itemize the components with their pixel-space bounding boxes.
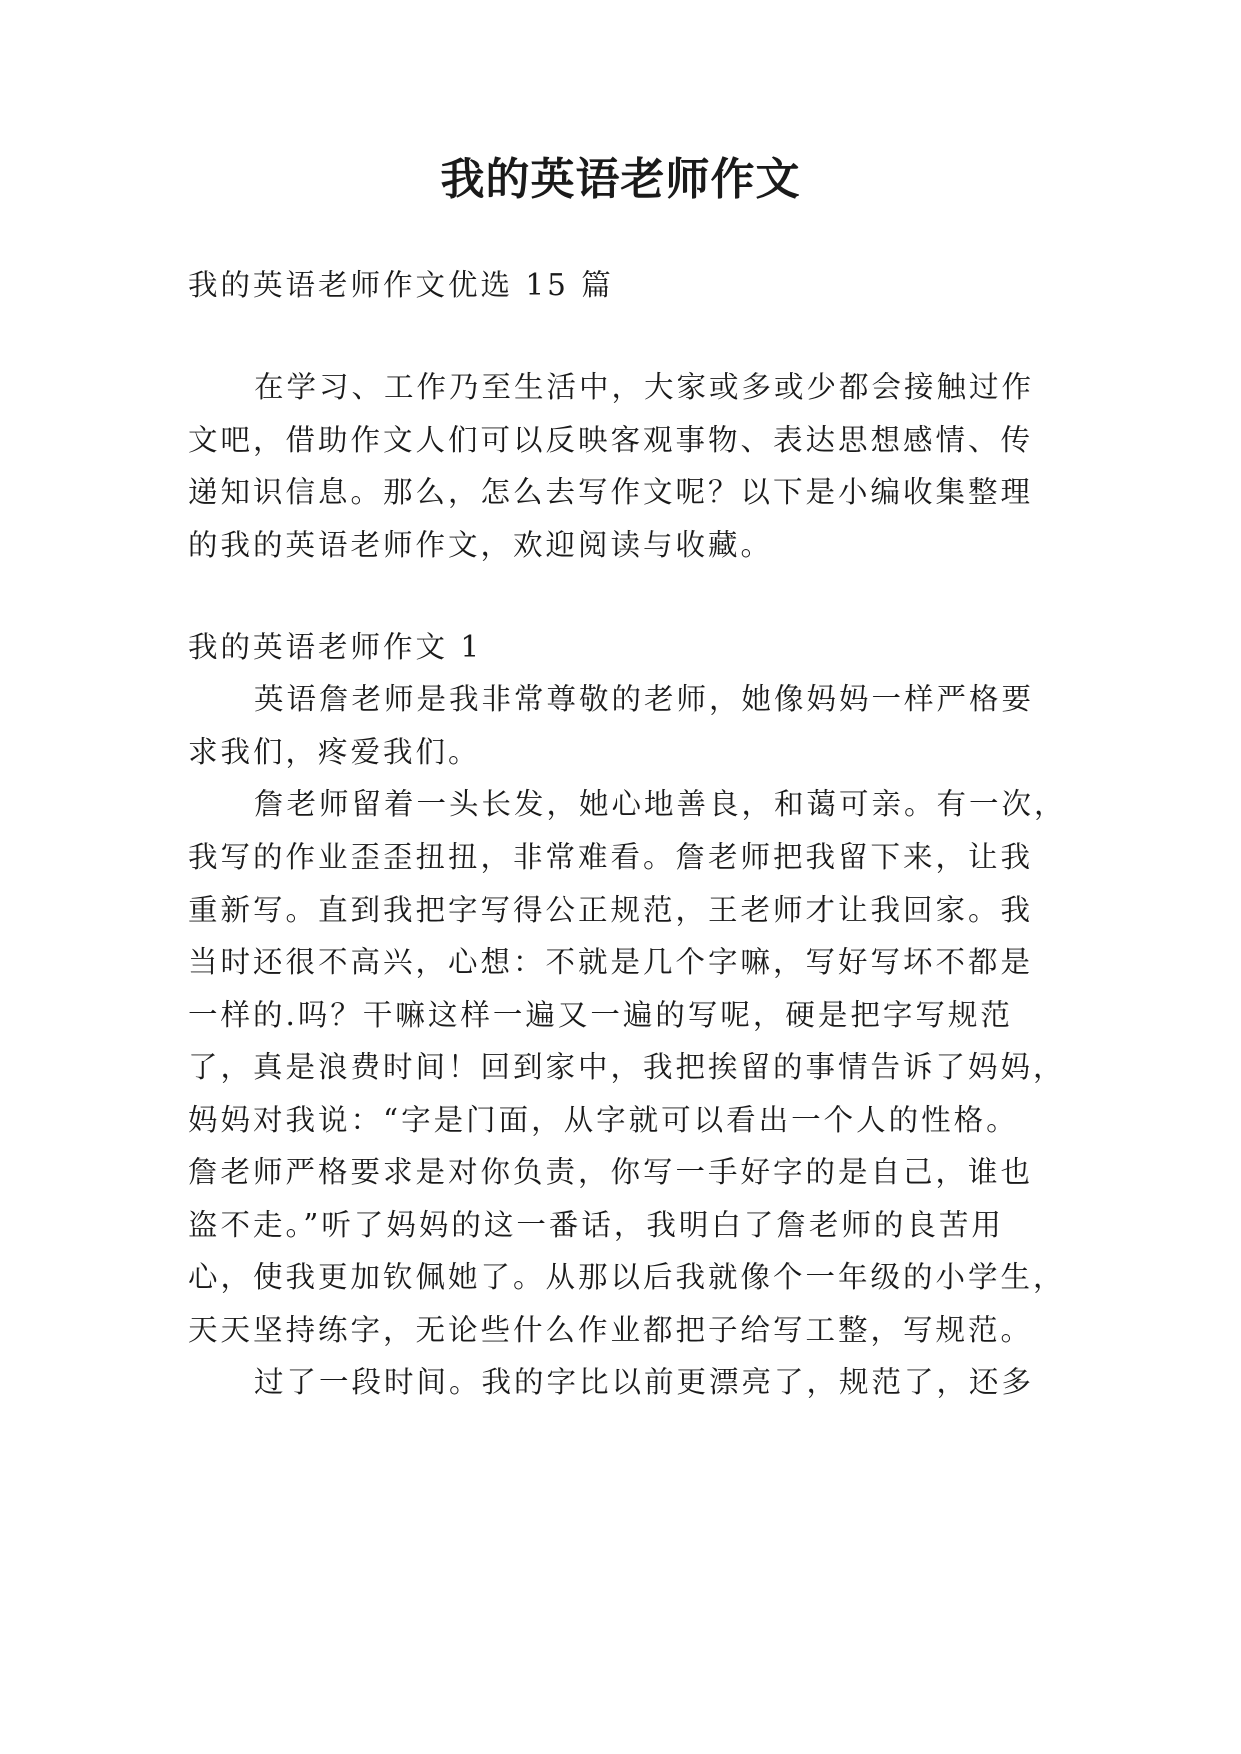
body-line: 妈妈对我说：“字是门面，从字就可以看出一个人的性格。 [188,1103,1019,1137]
section-heading: 我的英语老师作文 1 [188,630,483,664]
body-line: 求我们，疼爱我们。 [188,735,481,769]
body-line: 当时还很不高兴，心想：不就是几个字嘛，写好写坏不都是 [188,945,1034,979]
body-line: 过了一段时间。我的字比以前更漂亮了，规范了，还多 [254,1365,1035,1399]
body-line: 盗不走。”听了妈妈的这一番话，我明白了詹老师的良苦用 [188,1208,1004,1242]
body-line: 了，真是浪费时间！回到家中，我把挨留的事情告诉了妈妈， [188,1050,1066,1084]
body-line: 英语詹老师是我非常尊敬的老师，她像妈妈一样严格要 [254,682,1035,716]
intro-line: 的我的英语老师作文，欢迎阅读与收藏。 [188,528,774,562]
intro-line: 文吧，借助作文人们可以反映客观事物、表达思想感情、传 [188,423,1034,457]
body-line: 重新写。直到我把字写得公正规范，王老师才让我回家。我 [188,893,1034,927]
subtitle: 我的英语老师作文优选 15 篇 [188,268,614,302]
body-line: 詹老师严格要求是对你负责，你写一手好字的是自己，谁也 [188,1155,1034,1189]
body-line: 一样的.吗？干嘛这样一遍又一遍的写呢，硬是把字写规范 [188,998,1013,1032]
body-line: 天天坚持练字，无论些什么作业都把子给写工整，写规范。 [188,1313,1034,1347]
intro-line: 递知识信息。那么，怎么去写作文呢？以下是小编收集整理 [188,475,1034,509]
document-title: 我的英语老师作文 [440,154,801,205]
body-line: 我写的作业歪歪扭扭，非常难看。詹老师把我留下来，让我 [188,840,1034,874]
body-line: 詹老师留着一头长发，她心地善良，和蔼可亲。有一次， [254,787,1067,821]
intro-line: 在学习、工作乃至生活中，大家或多或少都会接触过作 [254,370,1035,404]
body-line: 心，使我更加钦佩她了。从那以后我就像个一年级的小学生， [188,1260,1066,1294]
